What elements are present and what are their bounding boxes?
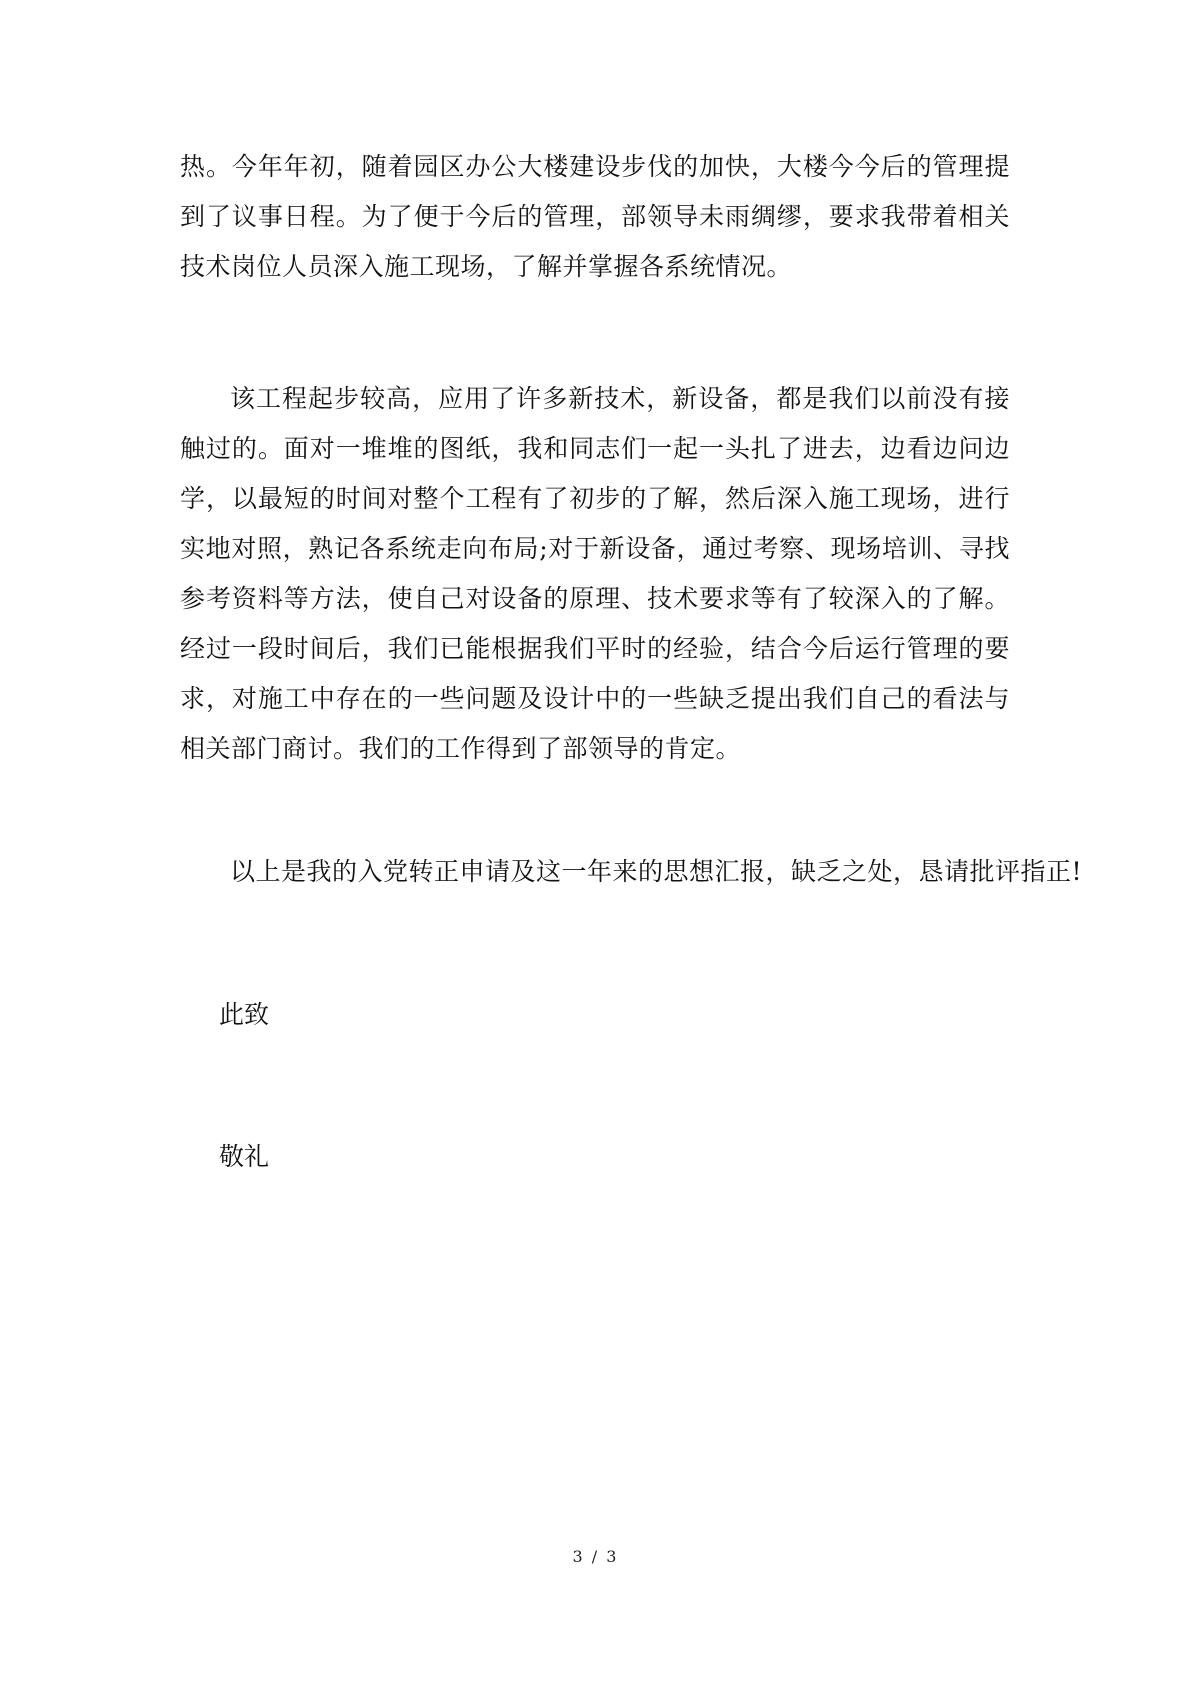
page-number: 3 / 3 [572, 1547, 619, 1566]
regards: 敬礼 [219, 1142, 270, 1171]
salutation: 此致 [219, 1000, 270, 1029]
paragraph-closing-remark: 以上是我的入党转正申请及这一年来的思想汇报，缺乏之处，恳请批评指正! [230, 857, 1083, 886]
paragraph-project-work: 该工程起步较高，应用了许多新技术，新设备，都是我们以前没有接触过的。面对一堆堆的图纸，我和同志们一起一头扎了进去，边看边问边学，以最短的时间对整个工程有了初步的了解，然后深入施工现场，进行实地对照，熟记各系统走向布局;对于新设备，通过考察、现场培训、寻找参考资料等方法，使自己对设备的原理、技术要求等有了较深入的了解。经过一段时间后，我们已能根据我们平时的经验，结合今后运行管理的要求，对施工中存在的一些问题及设计中的一些缺乏提出我们自己的看法与相关部门商讨。我们的工作得到了部领导的肯定。 [180, 384, 1010, 763]
paragraph-continued: 热。今年年初，随着园区办公大楼建设步伐的加快，大楼今今后的管理提到了议事日程。为了便于今后的管理，部领导未雨绸缪，要求我带着相关技术岗位人员深入施工现场，了解并掌握各系统情况。 [180, 152, 1010, 281]
